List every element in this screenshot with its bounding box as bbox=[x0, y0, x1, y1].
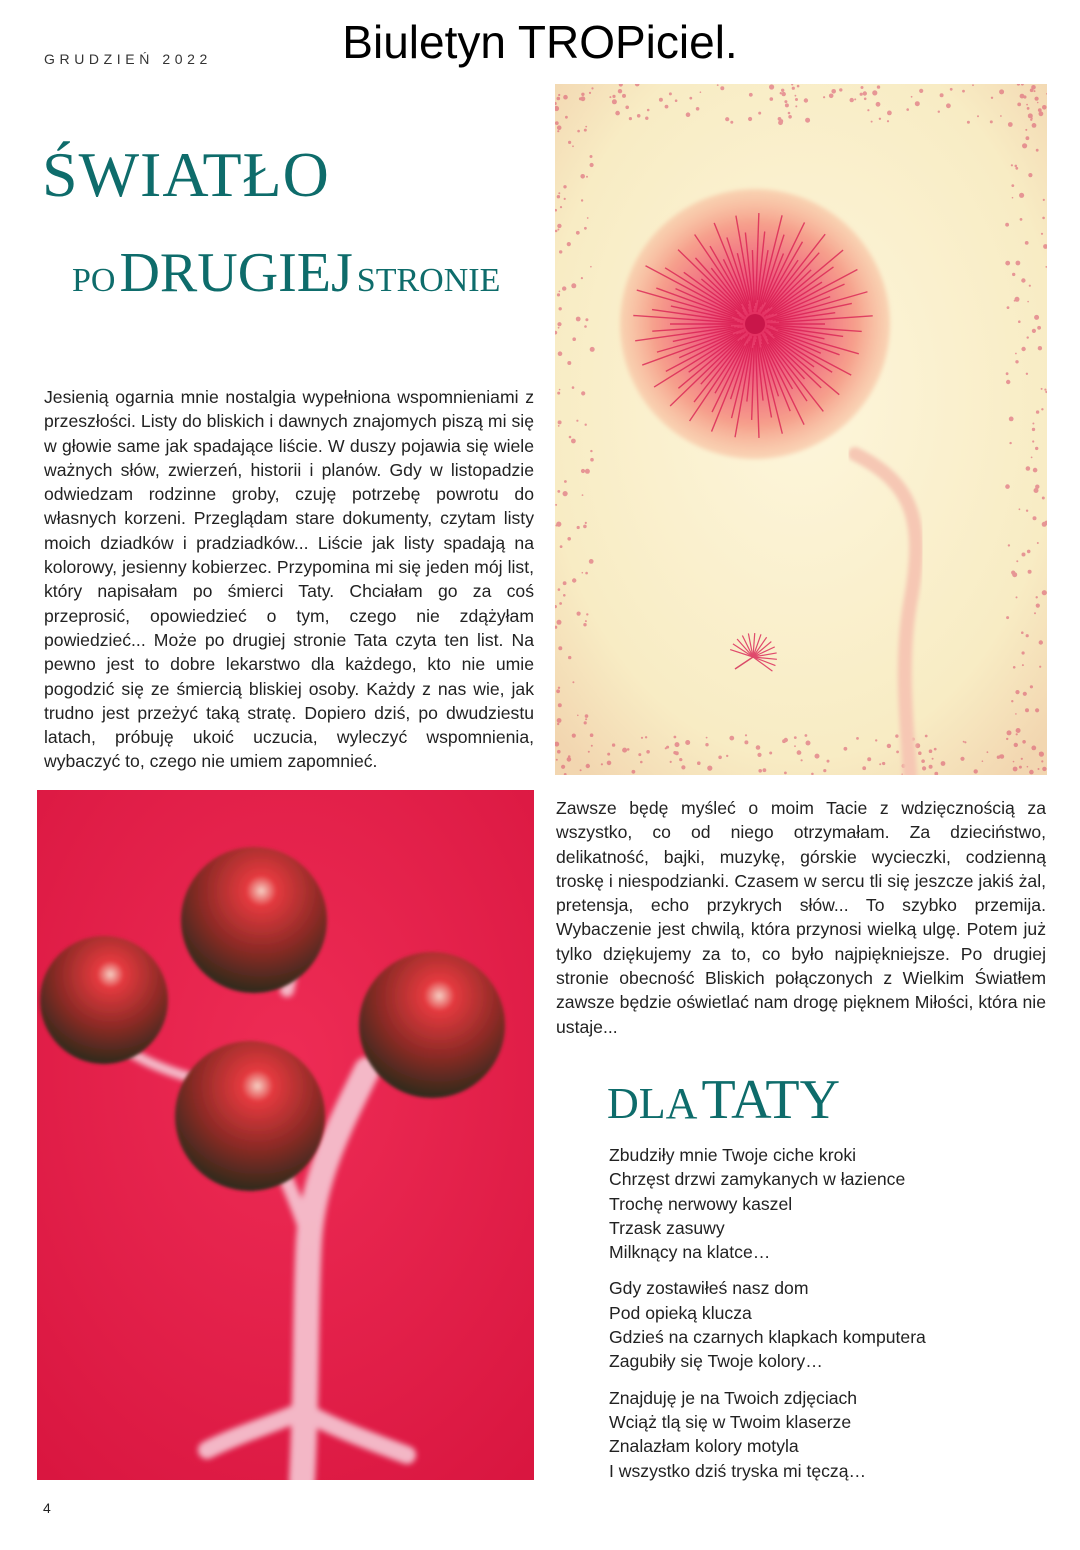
poem-line: Trzask zasuwy bbox=[609, 1217, 725, 1238]
closing-paragraph: Zawsze będę myśleć o moim Tacie z wdzięcznością za wszystko, co od niego otrzymałam. Za dzieciństwo, delikatność, bajki, muzykę, górskie wycieczki, codzienną troskę i niespodzianki. Czasem w sercu tli się jeszcze jakiś żal, pretensja, echo przykrych słów... To szybko przemija. Wybaczenie jest chwilą, która przynosi wielką ulgę. Potem już tylko dziękujemy za to, co było najpiękniejsze. Po drugiej stronie obecność Bliskich połączonych z Wielkim Światłem zawsze będzie oświetlać nam drogę pięknem Miłości, która nie ustaje... bbox=[556, 798, 1046, 1037]
poem-line: Milknący na klatce… bbox=[609, 1242, 771, 1263]
poem-line: Trochę nerwowy kaszel bbox=[609, 1193, 793, 1214]
intro-paragraph: Jesienią ogarnia mnie nostalgia wypełniona wspomnieniami z przeszłości. Listy do bliskich i dawnych znajomych piszą mi się w głowie same jak spadające liście. W duszy pojawia się wiele ważnych słów, zwierzeń, historii i planów. Gdy w listopadzie odwiedzam rodzinne groby, czuję potrzebę powrotu do własnych korzeni. Przeglądam stare dokumenty, czytam listy moich dziadków i pradziadków... Liście jak listy spadają na kolorowy, jesienny kobierzec. Przypomina mi się jeden mój list, który napisałam po śmierci Taty. Chciałam go za coś przeprosić, opowiedzieć o tym, czego nie zdążyłam powiedzieć... Może po drugiej stronie Tata czyta ten list. Na pewno jest to dobre lekarstwo dla każdego, kto nie umie pogodzić się ze śmiercią bliskiej osoby. Każdy z nas wie, jak trudno jest przeżyć taką stratę. Dopiero dziś, po dwudziestu latach, próbuję ukoić uczucia, wyleczyć wspomnienia, wybaczyć to, czego nie umiem zapomnieć. bbox=[44, 387, 534, 772]
issue-date: GRUDZIEŃ 2022 bbox=[44, 51, 212, 67]
title-word-stronie: STRONIE bbox=[356, 262, 501, 299]
article-title-line-2 bbox=[72, 238, 500, 322]
poem-title bbox=[607, 1068, 840, 1146]
poem-line: I wszystko dziś tryska mi tęczą… bbox=[609, 1460, 867, 1481]
poem-title-word-taty: TATY bbox=[701, 1069, 841, 1131]
page-number: 4 bbox=[43, 1500, 51, 1516]
poem-title-word-dla: DLA bbox=[607, 1079, 698, 1128]
poem-line: Wciąż tlą się w Twoim klaserze bbox=[609, 1411, 852, 1432]
poem-line: Pod opieką klucza bbox=[609, 1302, 752, 1323]
bulletin-title: Biuletyn TROPiciel. bbox=[342, 16, 738, 68]
poem-stanza bbox=[609, 1143, 1049, 1264]
title-word-po: PO bbox=[72, 262, 116, 299]
poem-line: Chrzęst drzwi zamykanych w łazience bbox=[609, 1169, 906, 1190]
poem-line: Zagubiły się Twoje kolory… bbox=[609, 1351, 823, 1372]
poem-line: Znajduję je na Twoich zdjęciach bbox=[609, 1387, 858, 1408]
poem-line: Gdy zostawiłeś nasz dom bbox=[609, 1278, 809, 1299]
poem-line: Znalazłam kolory motyla bbox=[609, 1436, 799, 1457]
dandelion-illustration bbox=[555, 84, 1047, 775]
poem-stanza bbox=[609, 1276, 1049, 1373]
tree-illustration bbox=[37, 790, 534, 1480]
poem-line: Gdzieś na czarnych klapkach komputera bbox=[609, 1327, 926, 1348]
poem-stanza bbox=[609, 1386, 1049, 1483]
title-word-drugiej: DRUGIEJ bbox=[119, 242, 353, 304]
poem-line: Zbudziły mnie Twoje ciche kroki bbox=[609, 1145, 857, 1165]
article-title-line-1: ŚWIATŁO bbox=[42, 139, 330, 210]
poem-body bbox=[609, 1143, 1049, 1495]
